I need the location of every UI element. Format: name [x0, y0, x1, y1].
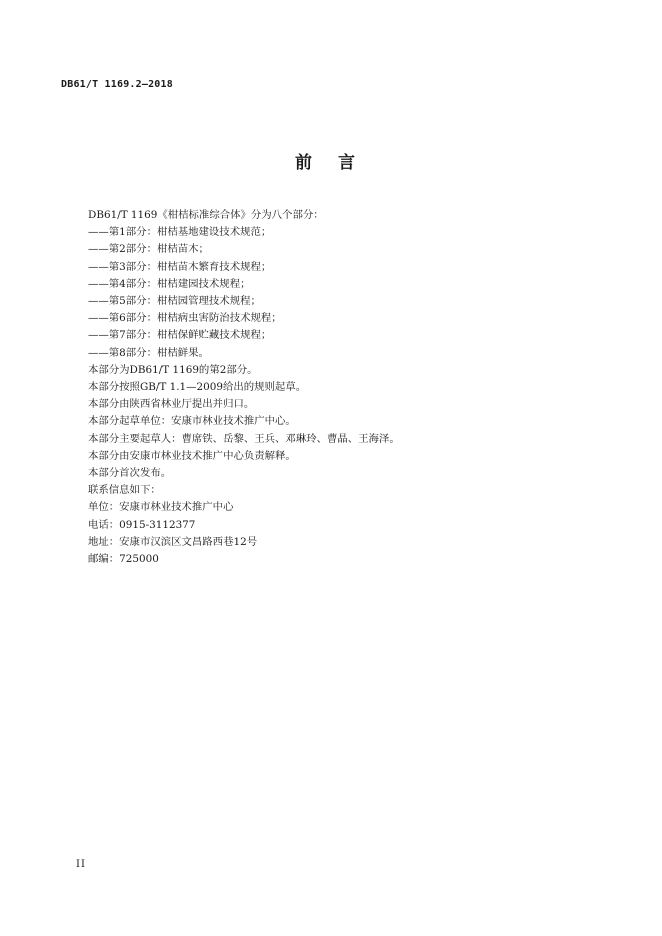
statement-line: 本部分首次发布。: [88, 467, 172, 480]
statement-line: 本部分由安康市林业技术推广中心负责解释。: [88, 449, 296, 462]
part-list-item: ——第5部分：柑桔园管理技术规程；: [88, 295, 261, 308]
part-list-item: ——第1部分：柑桔基地建设技术规范；: [88, 226, 272, 239]
part-list-item: ——第8部分：柑桔鲜果。: [88, 346, 209, 359]
statement-line: 本部分由陕西省林业厅提出并归口。: [88, 398, 255, 411]
part-list-item: ——第3部分：柑桔苗木繁育技术规程；: [88, 260, 272, 273]
contact-postcode: 邮编：725000: [88, 553, 159, 566]
part-list-item: ——第2部分：柑桔苗木；: [88, 243, 209, 256]
part-list-item: ——第6部分：柑桔病虫害防治技术规程；: [88, 312, 282, 325]
part-list-item: ——第4部分：柑桔建园技术规程；: [88, 277, 251, 290]
page-title: 前言: [295, 153, 381, 173]
contact-unit: 单位：安康市林业技术推广中心: [88, 501, 234, 514]
contact-phone: 电话：0915-3112377: [88, 518, 196, 531]
statement-line: 本部分为DB61/T 1169的第2部分。: [88, 363, 258, 376]
statement-line: 本部分起草单位：安康市林业技术推广中心。: [88, 415, 296, 428]
contact-address: 地址：安康市汉滨区文昌路西巷12号: [88, 535, 258, 548]
statement-line: 本部分按照GB/T 1.1—2009给出的规则起草。: [88, 381, 307, 394]
intro-line: DB61/T 1169《柑桔标准综合体》分为八个部分：: [88, 209, 324, 221]
foreword-body: [88, 207, 608, 568]
page-number: II: [76, 859, 86, 870]
document-code-header: DB61/T 1169.2—2018: [61, 79, 173, 90]
part-list-item: ——第7部分：柑桔保鲜贮藏技术规程；: [88, 329, 272, 342]
statement-line: 本部分主要起草人：曹席铁、岳黎、王兵、邓琳玲、曹晶、王海泽。: [88, 432, 400, 445]
contact-heading: 联系信息如下：: [88, 484, 161, 497]
